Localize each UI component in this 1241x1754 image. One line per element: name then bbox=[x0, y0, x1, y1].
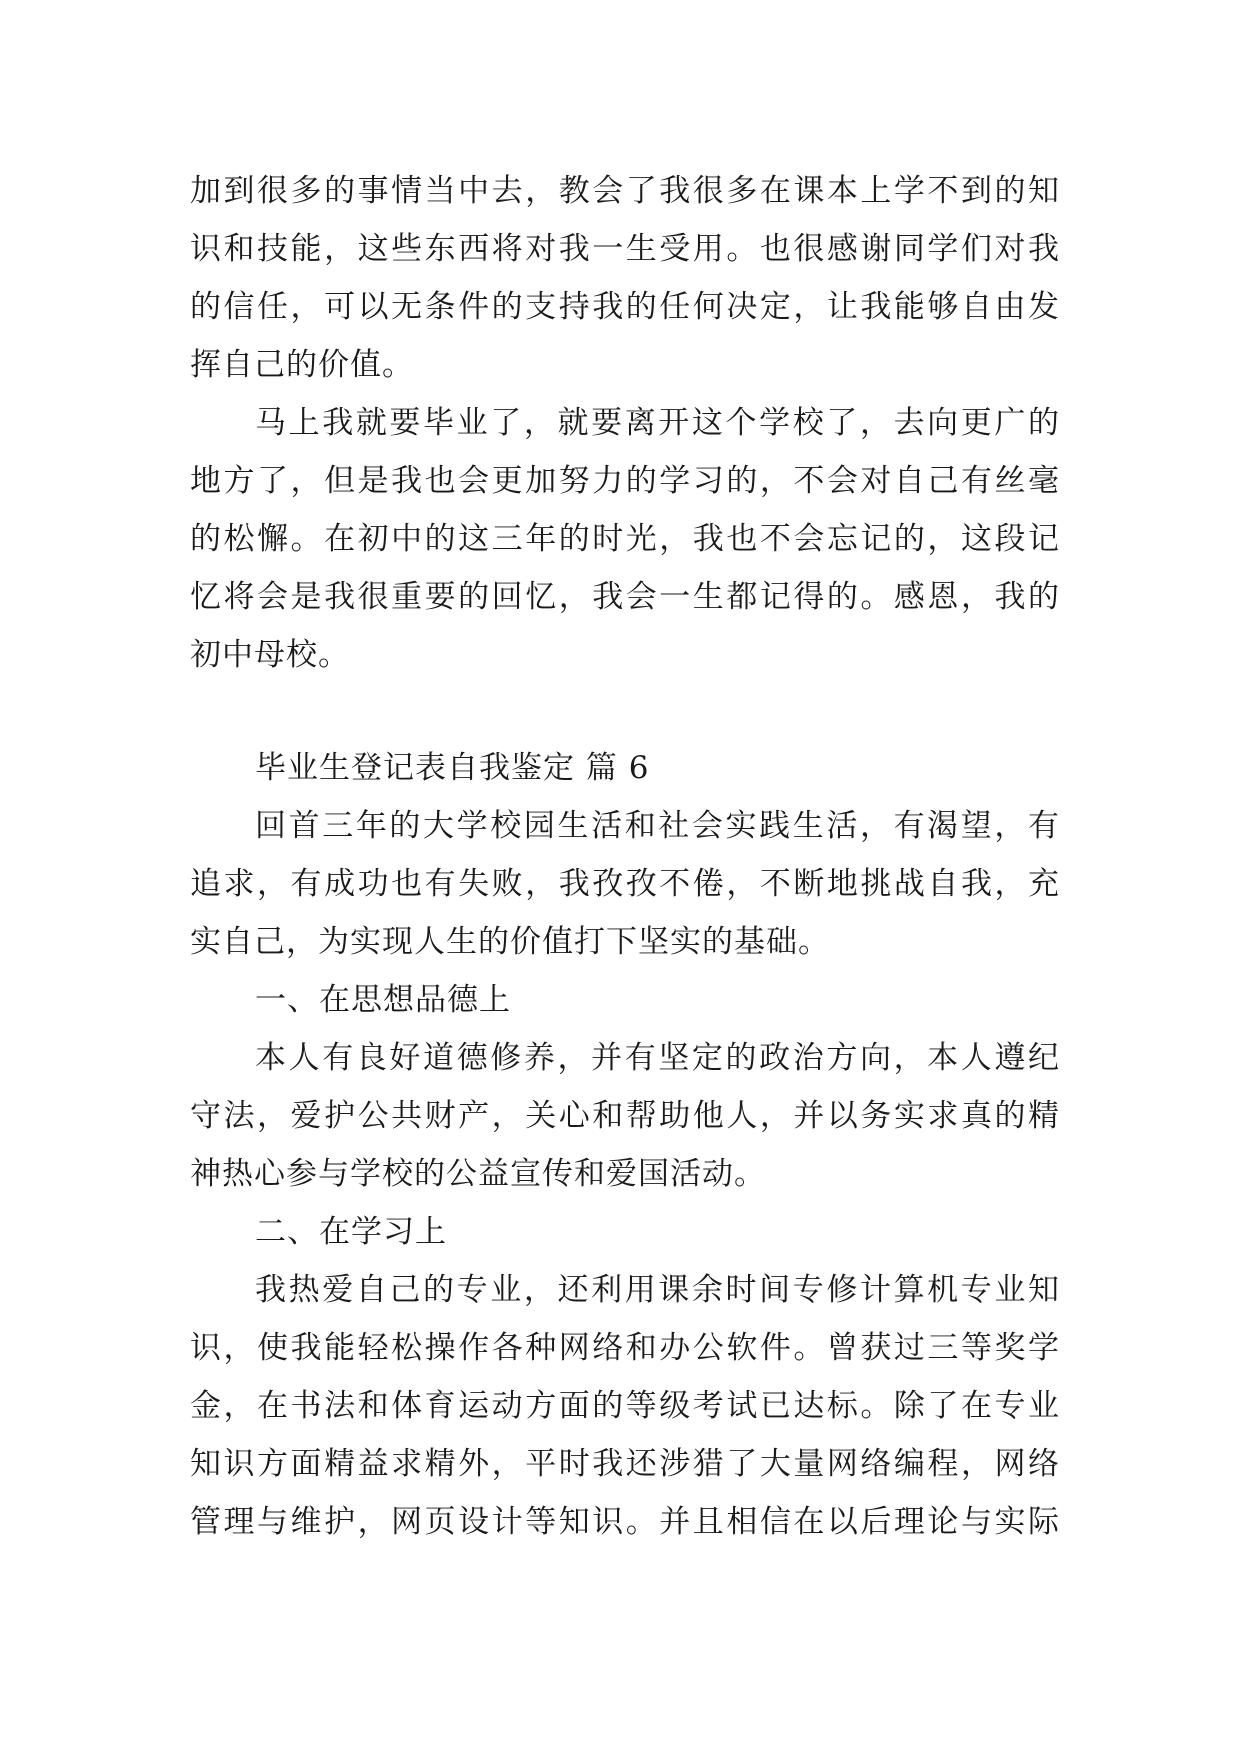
paragraph-line: 识，使我能轻松操作各种网络和办公软件。曾获过三等奖学 bbox=[190, 1330, 1060, 1366]
subheading: 二、在学习上 bbox=[255, 1214, 447, 1250]
paragraph-line: 马上我就要毕业了，就要离开这个学校了，去向更广的 bbox=[255, 405, 1060, 441]
paragraph-line: 追求，有成功也有失败，我孜孜不倦，不断地挑战自我，充 bbox=[190, 866, 1060, 902]
paragraph-line: 实自己，为实现人生的价值打下坚实的基础。 bbox=[190, 924, 830, 960]
paragraph-line: 我热爱自己的专业，还利用课余时间专修计算机专业知 bbox=[255, 1272, 1060, 1308]
paragraph-line: 知识方面精益求精外，平时我还涉猎了大量网络编程，网络 bbox=[190, 1446, 1060, 1482]
paragraph-line: 金，在书法和体育运动方面的等级考试已达标。除了在专业 bbox=[190, 1388, 1060, 1424]
paragraph-line: 神热心参与学校的公益宣传和爱国活动。 bbox=[190, 1156, 766, 1192]
paragraph-line: 回首三年的大学校园生活和社会实践生活，有渴望，有 bbox=[255, 808, 1060, 844]
paragraph-line: 地方了，但是我也会更加努力的学习的，不会对自己有丝毫 bbox=[190, 463, 1060, 499]
paragraph-line: 本人有良好道德修养，并有坚定的政治方向，本人遵纪 bbox=[255, 1040, 1060, 1076]
paragraph-line: 的信任，可以无条件的支持我的任何决定，让我能够自由发 bbox=[190, 289, 1060, 325]
paragraph-line: 忆将会是我很重要的回忆，我会一生都记得的。感恩，我的 bbox=[190, 579, 1060, 615]
paragraph-line: 挥自己的价值。 bbox=[190, 347, 414, 383]
paragraph-line: 守法，爱护公共财产，关心和帮助他人，并以务实求真的精 bbox=[190, 1098, 1060, 1134]
section-heading: 毕业生登记表自我鉴定 篇 6 bbox=[255, 750, 650, 786]
paragraph-line: 加到很多的事情当中去，教会了我很多在课本上学不到的知 bbox=[190, 173, 1060, 209]
paragraph-line: 管理与维护，网页设计等知识。并且相信在以后理论与实际 bbox=[190, 1504, 1060, 1540]
paragraph-line: 初中母校。 bbox=[190, 637, 350, 673]
paragraph-line: 的松懈。在初中的这三年的时光，我也不会忘记的，这段记 bbox=[190, 521, 1060, 557]
paragraph-line: 识和技能，这些东西将对我一生受用。也很感谢同学们对我 bbox=[190, 231, 1060, 267]
subheading: 一、在思想品德上 bbox=[255, 982, 511, 1018]
